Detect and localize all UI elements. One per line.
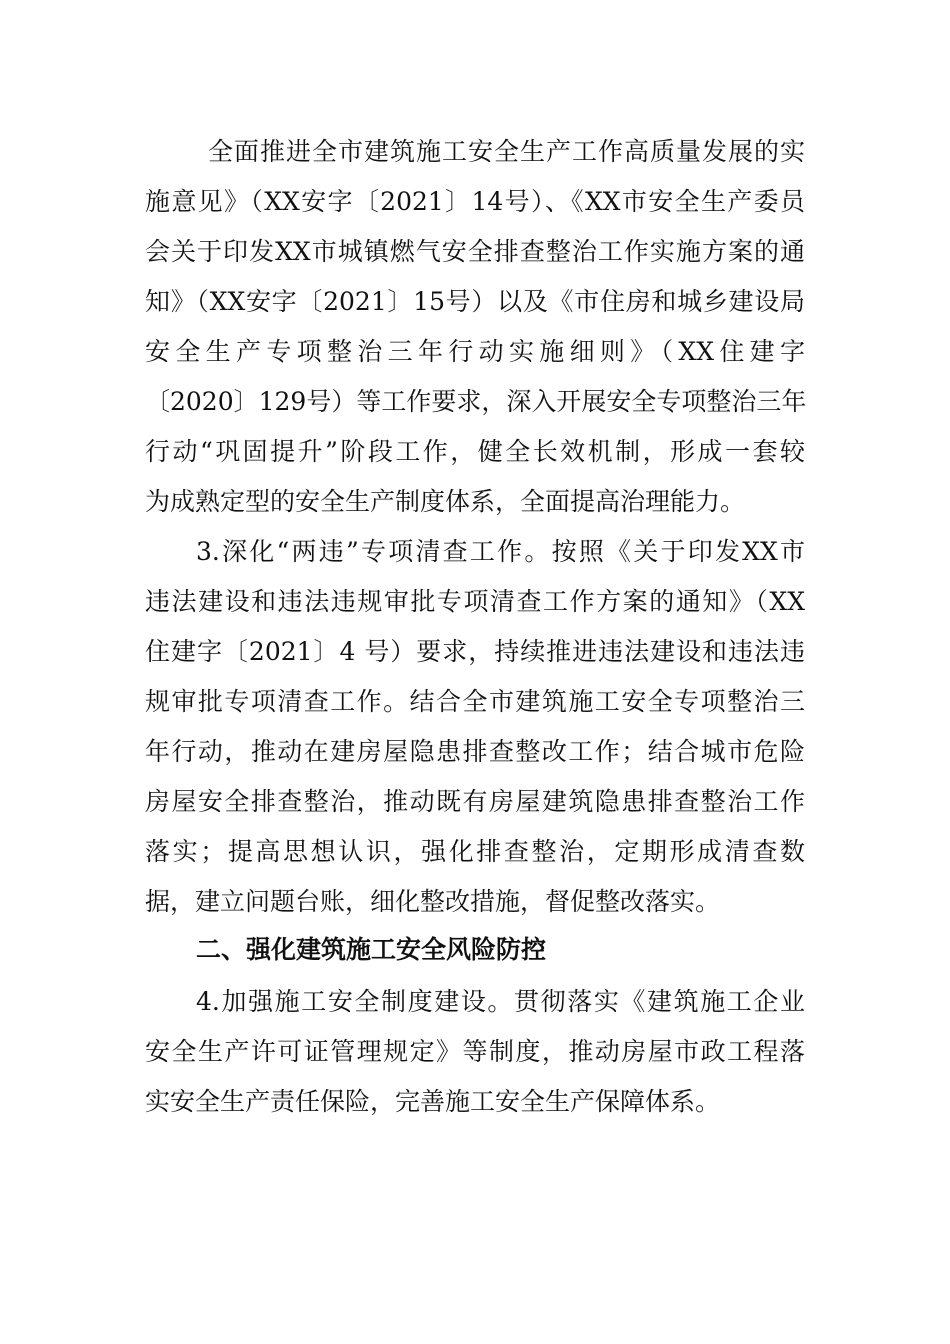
paragraph-line: 据，建立问题台账，细化整改措施，督促整改落实。 bbox=[145, 887, 721, 916]
paragraph-line: 〔2020〕129号）等工作要求，深入开展安全专项整治三年 bbox=[145, 387, 807, 416]
paragraph-line: 知》（XX安字〔2021〕15号）以及《市住房和城乡建设局 bbox=[145, 287, 805, 316]
paragraph-line: 全面推进全市建筑施工安全生产工作高质量发展的实 bbox=[208, 137, 805, 166]
paragraph-line: 会关于印发XX市城镇燃气安全排查整治工作实施方案的通 bbox=[145, 237, 805, 266]
paragraph-line: 3.深化“两违”专项清查工作。按照《关于印发XX市 bbox=[196, 537, 805, 566]
paragraph-line: 年行动，推动在建房屋隐患排查整改工作；结合城市危险 bbox=[145, 737, 805, 766]
paragraph-line: 为成熟定型的安全生产制度体系，全面提高治理能力。 bbox=[145, 487, 746, 516]
paragraph-line: 住建字〔2021〕4 号）要求，持续推进违法建设和违法违 bbox=[145, 637, 805, 666]
paragraph-line: 安全生产许可证管理规定》等制度，推动房屋市政工程落 bbox=[145, 1037, 805, 1066]
paragraph-line: 行动“巩固提升”阶段工作，健全长效机制，形成一套较 bbox=[145, 437, 805, 466]
paragraph-line: 落实；提高思想认识，强化排查整治，定期形成清查数 bbox=[145, 837, 805, 866]
paragraph-line: 安全生产专项整治三年行动实施细则》（XX住建字 bbox=[145, 337, 805, 366]
paragraph-line: 规审批专项清查工作。结合全市建筑施工安全专项整治三 bbox=[145, 687, 805, 716]
paragraph-line: 房屋安全排查整治，推动既有房屋建筑隐患排查整治工作 bbox=[145, 787, 805, 816]
section-heading: 二、强化建筑施工安全风险防控 bbox=[196, 935, 547, 964]
paragraph-line: 实安全生产责任保险，完善施工安全生产保障体系。 bbox=[145, 1087, 721, 1116]
paragraph-line: 4.加强施工安全制度建设。贯彻落实《建筑施工企业 bbox=[196, 987, 805, 1016]
paragraph-line: 违法建设和违法违规审批专项清查工作方案的通知》（XX bbox=[145, 587, 805, 616]
paragraph-line: 施意见》（XX安字〔2021〕14号）、《XX市安全生产委员 bbox=[145, 187, 805, 216]
